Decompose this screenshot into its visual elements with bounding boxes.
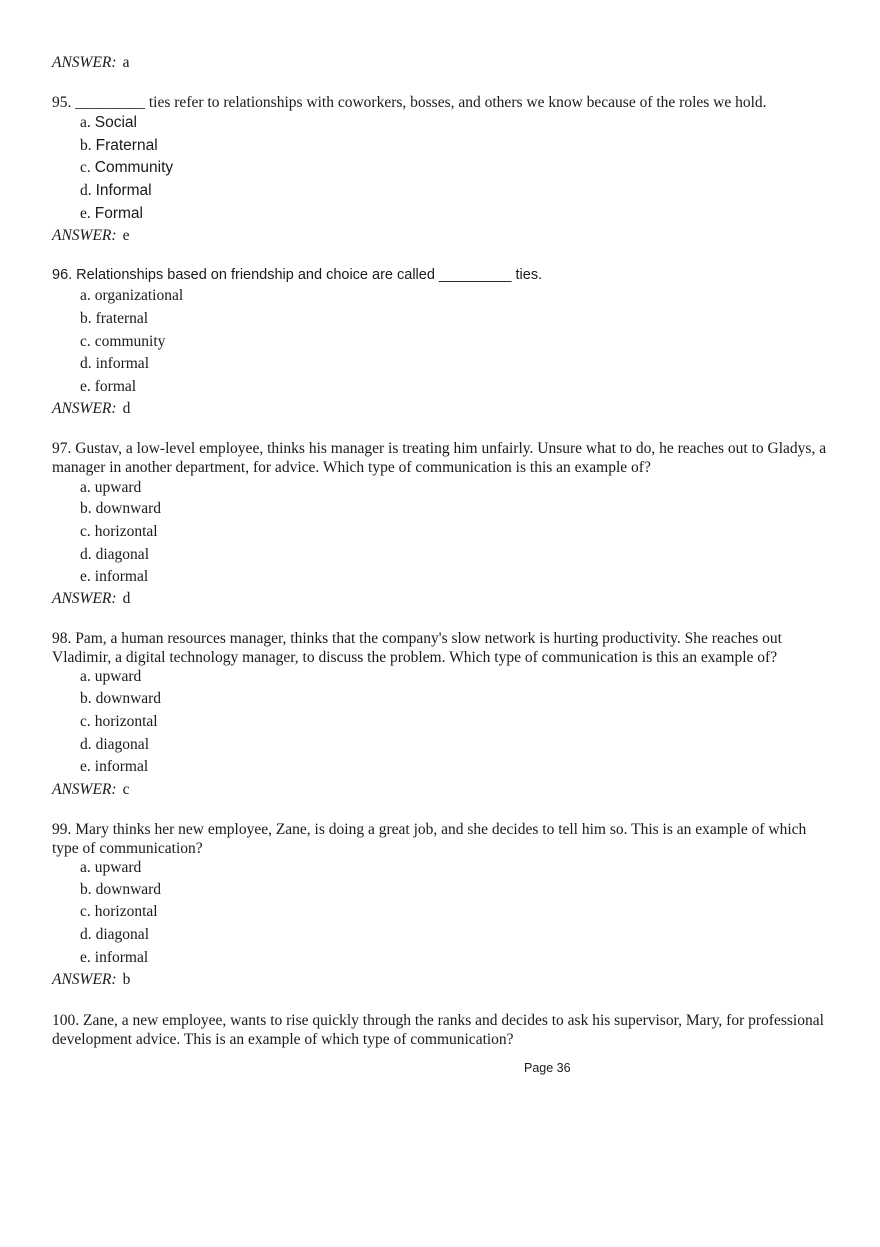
option-96-b: b. fraternal: [80, 310, 149, 327]
question-97-text: 97. Gustav, a low-level employee, thinks his manager is treating him unfairly. Unsure what to do, he reaches out to Gladys, a manager in another department, for advice. Which type of communication is this an example of?: [52, 440, 827, 476]
option-98-b: b. downward: [80, 690, 162, 707]
option-95-a: a. Social: [80, 114, 137, 131]
answer-value: a: [122, 54, 130, 71]
option-96-e: e. formal: [80, 378, 137, 395]
answer-98: ANSWER: c: [52, 781, 130, 798]
option-97-b: b. downward: [80, 500, 162, 517]
option-98-e: e. informal: [80, 758, 149, 775]
option-98-c: c. horizontal: [80, 713, 158, 730]
question-99-text: 99. Mary thinks her new employee, Zane, is doing a great job, and she decides to tell him so. This is an example of which type of communication?: [52, 821, 807, 857]
option-95-d: d. Informal: [80, 182, 152, 199]
option-99-c: c. horizontal: [80, 903, 158, 920]
answer-label: ANSWER:: [52, 54, 117, 71]
answer-97: ANSWER: d: [52, 590, 131, 607]
option-98-a: a. upward: [80, 668, 142, 685]
answer-prev: [52, 54, 129, 72]
page-number: Page 36: [524, 1061, 571, 1075]
option-95-e: e. Formal: [80, 205, 143, 222]
option-99-d: d. diagonal: [80, 926, 149, 943]
option-99-e: e. informal: [80, 949, 149, 966]
question-100-text: 100. Zane, a new employee, wants to rise quickly through the ranks and decides to ask his supervisor, Mary, for professional development advice. This is an example of which type of communication?: [52, 1012, 824, 1048]
option-95-c: c. Community: [80, 159, 174, 176]
option-97-c: c. horizontal: [80, 523, 158, 540]
answer-99: ANSWER: b: [52, 971, 131, 988]
option-97-e: e. informal: [80, 568, 149, 585]
question-95-text: 95. _________ ties refer to relationships with coworkers, bosses, and others we know because of the roles we hold.: [52, 94, 767, 111]
option-96-c: c. community: [80, 333, 166, 350]
option-97-d: d. diagonal: [80, 546, 149, 563]
question-96-text: 96. Relationships based on friendship and choice are called _________ ties.: [52, 267, 543, 283]
option-95-b: b. Fraternal: [80, 137, 158, 154]
question-98-text: 98. Pam, a human resources manager, thinks that the company's slow network is hurting productivity. She reaches out Vladimir, a digital technology manager, to discuss the problem. Which type of communication is this an example of?: [52, 630, 782, 666]
answer-95: ANSWER: e: [52, 227, 130, 244]
option-98-d: d. diagonal: [80, 736, 149, 753]
option-99-b: b. downward: [80, 881, 162, 898]
answer-96: ANSWER: d: [52, 400, 131, 417]
option-97-a: a. upward: [80, 479, 142, 496]
option-96-d: d. informal: [80, 355, 149, 372]
option-99-a: a. upward: [80, 859, 142, 876]
option-96-a: a. organizational: [80, 287, 184, 304]
